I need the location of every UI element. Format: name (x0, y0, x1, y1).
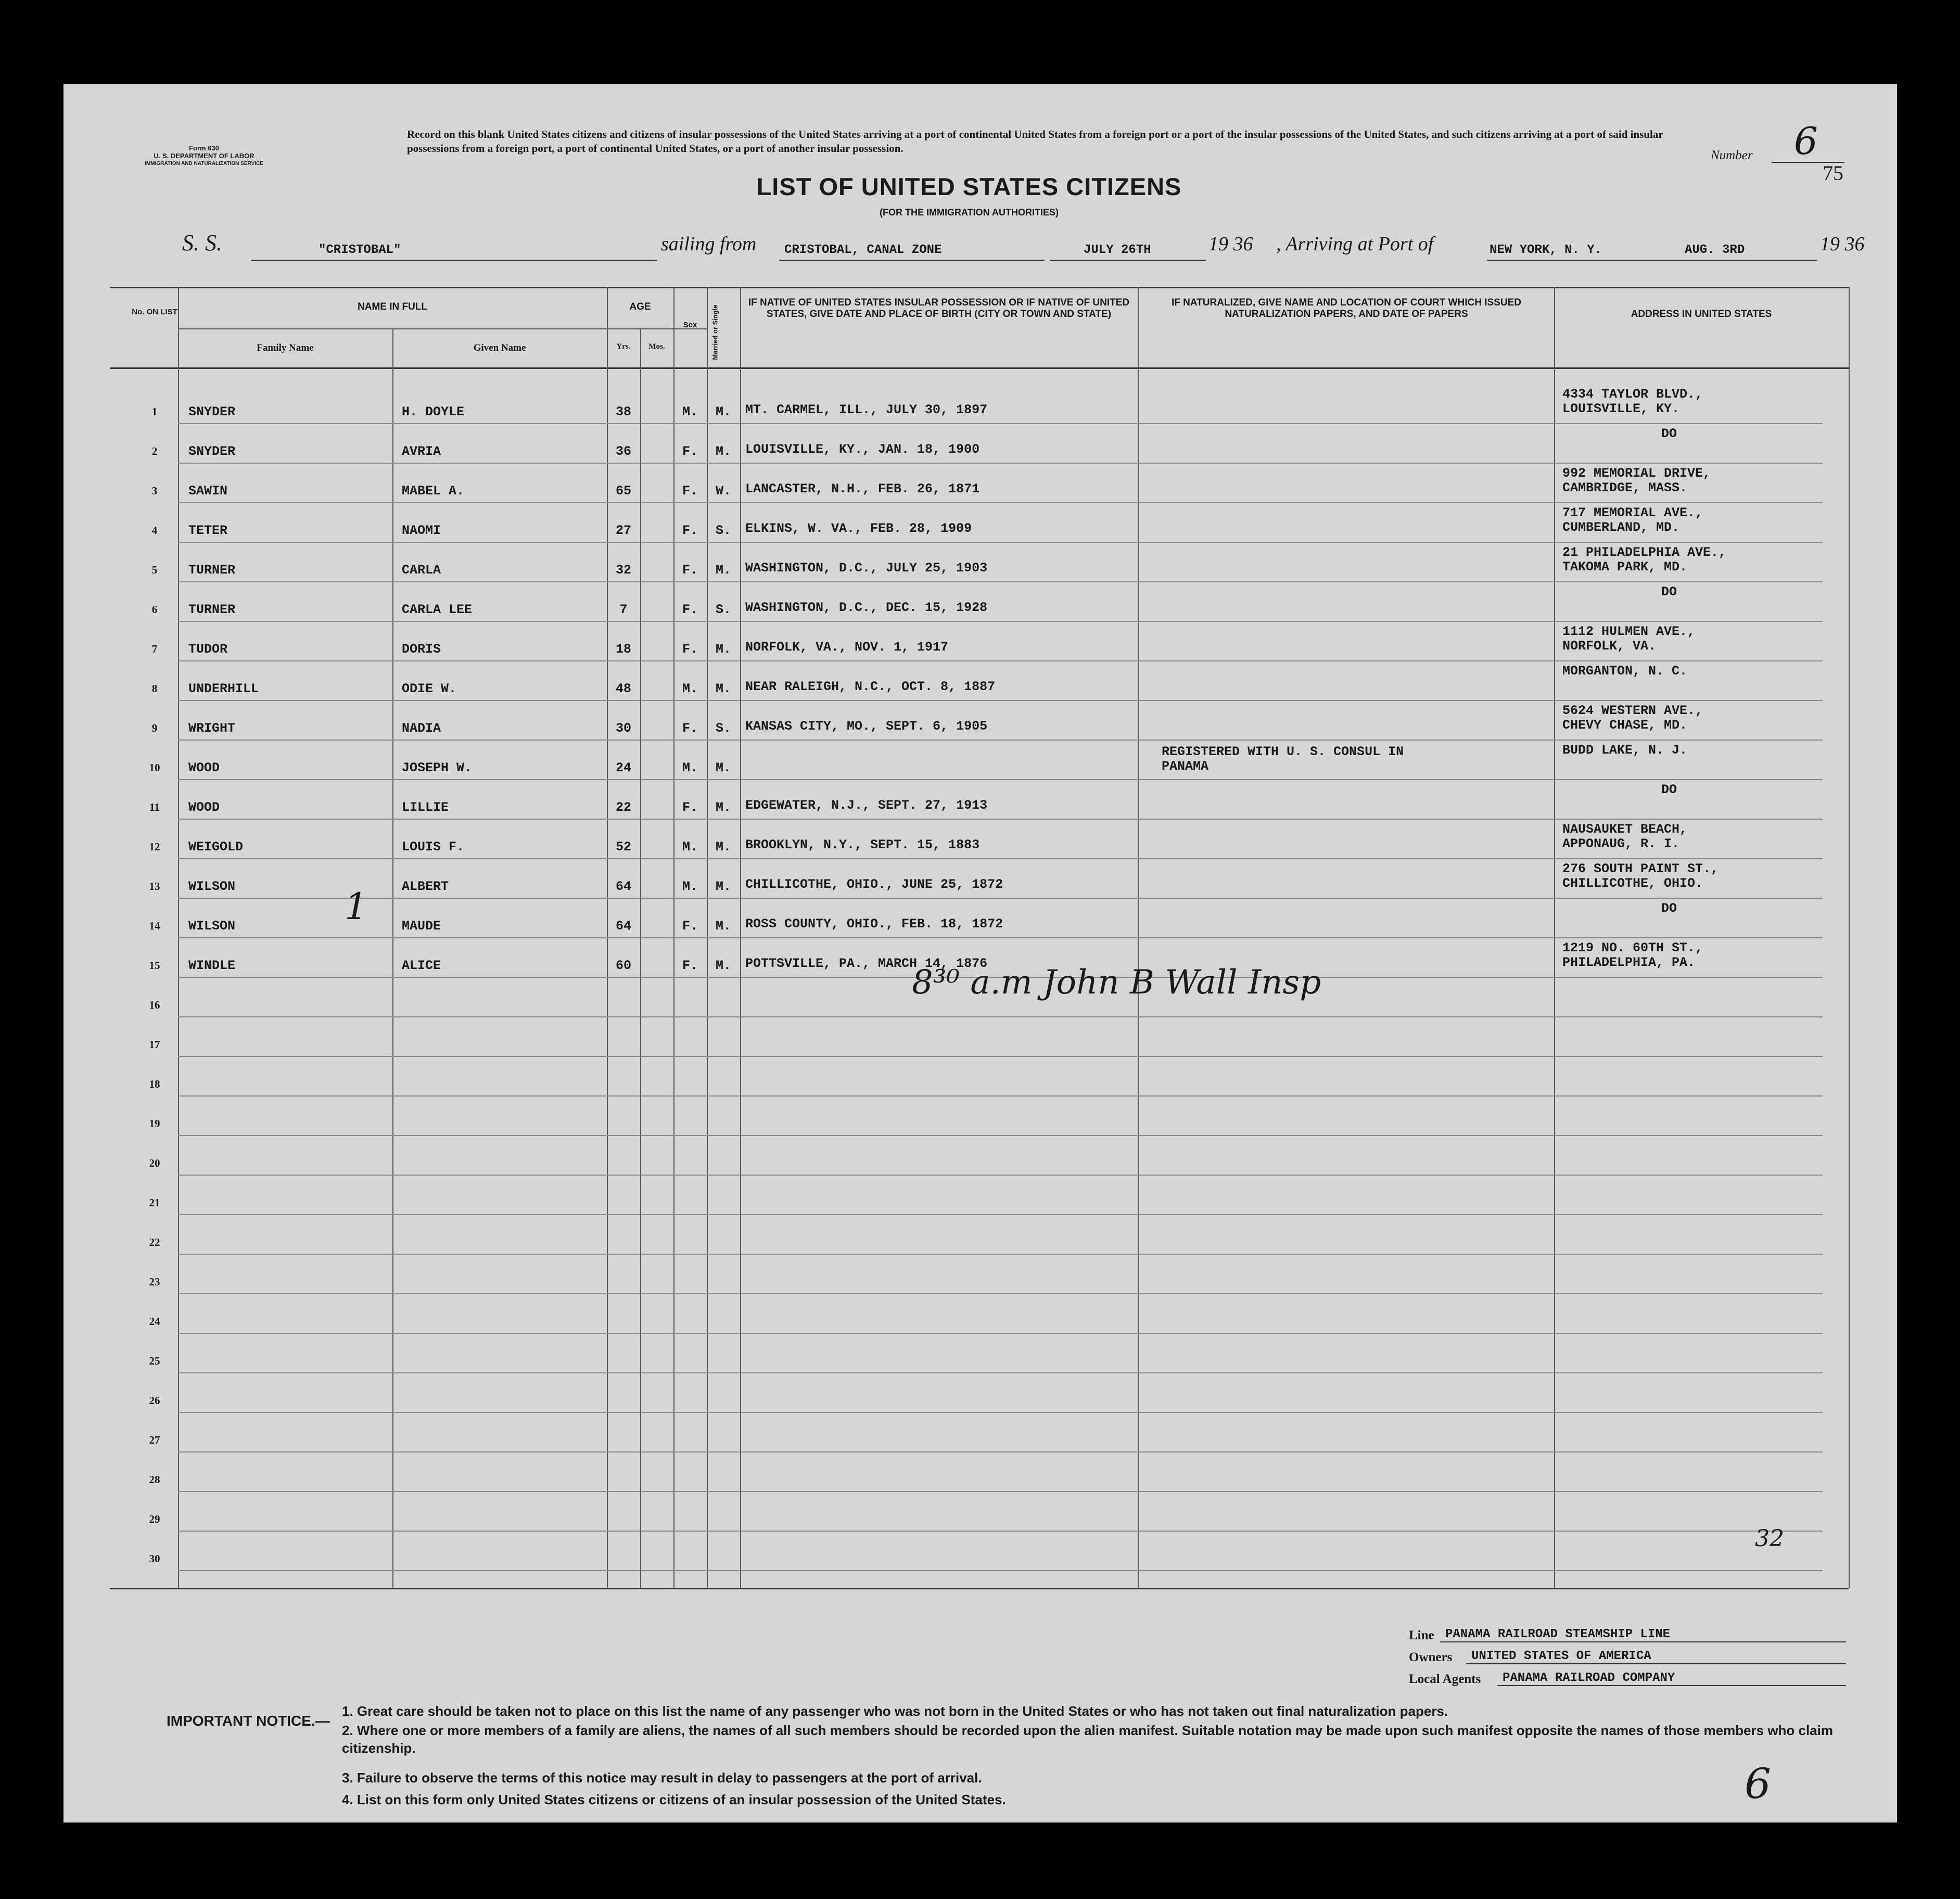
row-number: 3 (151, 485, 158, 497)
address-line-1: 4334 TAYLOR BLVD., (1562, 387, 1703, 402)
birth-place-date: NEAR RALEIGH, N.C., OCT. 8, 1887 (745, 679, 996, 694)
family-name: TUDOR (188, 642, 228, 657)
address-line-2: CAMBRIDGE, MASS. (1562, 480, 1688, 495)
handwritten-tick: 1 (345, 885, 368, 928)
address-line-2: CHILLICOTHE, OHIO. (1562, 876, 1703, 891)
row-divider (178, 1333, 1823, 1334)
birth-place-date: NORFOLK, VA., NOV. 1, 1917 (745, 640, 949, 655)
row-number: 11 (149, 801, 160, 813)
row-divider (178, 700, 1823, 701)
marital-status: S. (715, 721, 731, 736)
row-divider (178, 463, 1823, 464)
birth-place-date: ROSS COUNTY, OHIO., FEB. 18, 1872 (745, 916, 1003, 932)
row-divider (178, 1451, 1823, 1452)
marital-status: M. (715, 444, 731, 459)
page-subtitle: (FOR THE IMMIGRATION AUTHORITIES) (880, 207, 1059, 218)
notice-item-1: 1. Great care should be taken not to place on this list the name of any passenger who was not born in the United States or who has not taken out final naturalization papers. (342, 1703, 1448, 1719)
row-divider (178, 660, 1823, 661)
row-divider (178, 779, 1823, 780)
given-name: NAOMI (402, 523, 441, 538)
address-line-2: NORFOLK, VA. (1562, 639, 1657, 654)
agents-label: Local Agents (1409, 1672, 1481, 1686)
marital-status: M. (715, 958, 731, 973)
row-divider (178, 1570, 1823, 1571)
row-divider (178, 423, 1823, 424)
inspector-note: 8³⁰ a.m John B Wall Insp (912, 963, 1321, 1002)
marital-status: M. (715, 563, 731, 578)
row-divider (178, 819, 1823, 820)
age-years: 24 (615, 760, 631, 775)
header-naturalized: IF NATURALIZED, GIVE NAME AND LOCATION OF COURT WHICH ISSUED NATURALIZATION PAPERS, AND DATE OF PAPERS (1171, 297, 1521, 320)
port-to-line (1487, 260, 1817, 261)
address-line-1: BUDD LAKE, N. J. (1562, 743, 1688, 758)
arriving-label: , Arriving at Port of (1276, 233, 1434, 255)
row-number: 28 (149, 1473, 160, 1486)
age-years: 64 (615, 919, 631, 934)
sex: F. (682, 958, 698, 973)
agents-value: PANAMA RAILROAD COMPANY (1503, 1671, 1675, 1685)
row-divider (178, 1214, 1823, 1215)
address-line-1: 276 SOUTH PAINT ST., (1562, 861, 1719, 876)
header-birth: IF NATIVE OF UNITED STATES INSULAR POSSESSION OR IF NATIVE OF UNITED STATES, GIVE DATE AND PLACE OF BIRTH (CITY OR TOWN AND STATE) (748, 297, 1130, 320)
marital-status: S. (715, 523, 731, 538)
row-number: 2 (151, 445, 158, 457)
sex: M. (682, 760, 698, 775)
row-divider (178, 1293, 1823, 1294)
family-name: TETER (188, 523, 228, 538)
age-years: 32 (615, 563, 631, 578)
header-family-name: Family Name (257, 342, 314, 353)
marital-status: M. (715, 839, 731, 855)
row-number: 4 (151, 524, 158, 537)
address-line-1: DO (1661, 584, 1677, 600)
marital-status: M. (715, 800, 731, 815)
sex: M. (682, 839, 698, 855)
row-divider (178, 898, 1823, 899)
row-number: 15 (149, 959, 160, 972)
row-number: 8 (151, 682, 158, 695)
birth-place-date: MT. CARMEL, ILL., JULY 30, 1897 (745, 402, 988, 417)
row-number: 19 (149, 1117, 160, 1130)
table-top-border (110, 287, 1849, 288)
table-bottom-border (110, 1588, 1849, 1589)
row-number: 20 (149, 1157, 160, 1169)
page-title: LIST OF UNITED STATES CITIZENS (756, 173, 1182, 200)
header-marital: Married or Single (711, 304, 719, 360)
family-name: WINDLE (188, 958, 236, 973)
header-mos: Mos. (648, 342, 665, 351)
naturalization-info: REGISTERED WITH U. S. CONSUL IN PANAMA (1162, 744, 1404, 774)
marital-status: M. (715, 404, 731, 419)
sex: F. (682, 444, 698, 459)
birth-place-date: BROOKLYN, N.Y., SEPT. 15, 1883 (745, 837, 980, 852)
family-name: WOOD (188, 760, 220, 775)
ss-label: S. S. (182, 230, 222, 256)
row-divider (178, 1531, 1823, 1532)
age-years: 52 (615, 839, 631, 855)
row-number: 7 (151, 643, 158, 655)
row-divider (178, 581, 1823, 582)
age-years: 48 (615, 681, 631, 696)
address-line-1: 1219 NO. 60TH ST., (1562, 940, 1703, 955)
given-name: ALICE (402, 958, 441, 973)
header-sex: Sex (683, 321, 697, 329)
marital-status: M. (715, 879, 731, 894)
family-name: WOOD (188, 800, 220, 815)
address-line-1: DO (1661, 901, 1677, 916)
row-divider (178, 740, 1823, 741)
given-name: NADIA (402, 721, 441, 736)
given-name: ODIE W. (402, 681, 457, 696)
notice-item-2: 2. Where one or more members of a family are aliens, the names of all such members should be recorded upon the alien manifest. Suitable notation may be made upon such manifest opposite the names of those members who claim citizenship. (342, 1723, 1834, 1756)
row-divider (178, 1056, 1823, 1057)
date-to: AUG. 3RD (1685, 243, 1745, 257)
col-divider (640, 328, 641, 1588)
family-name: SAWIN (188, 483, 228, 499)
row-number: 16 (149, 999, 160, 1011)
date-from-line (1050, 260, 1206, 261)
ship-name: "CRISTOBAL" (319, 243, 401, 257)
owners-label: Owners (1409, 1650, 1453, 1664)
address-line-1: DO (1661, 782, 1677, 797)
address-line-2: CHEVY CHASE, MD. (1562, 718, 1688, 733)
family-name: WEIGOLD (188, 839, 244, 855)
age-years: 27 (615, 523, 631, 538)
row-number: 10 (149, 761, 160, 774)
page-stamp: 75 (1823, 161, 1843, 185)
address-line-2: PHILADELPHIA, PA. (1562, 955, 1696, 970)
manifest-sheet (63, 84, 1897, 1822)
owners-value: UNITED STATES OF AMERICA (1471, 1649, 1651, 1663)
number-label: Number (1711, 148, 1753, 162)
marital-status: S. (715, 602, 731, 617)
row-number: 13 (149, 880, 160, 893)
row-number: 29 (149, 1513, 160, 1525)
family-name: TURNER (188, 563, 236, 578)
sex: F. (682, 523, 698, 538)
bottom-handwritten-number: 6 (1745, 1760, 1771, 1808)
row-divider (178, 1254, 1823, 1255)
address-line-2: TAKOMA PARK, MD. (1562, 559, 1688, 575)
row-number: 17 (149, 1038, 160, 1051)
row-divider (178, 1372, 1823, 1373)
birth-place-date: LOUISVILLE, KY., JAN. 18, 1900 (745, 442, 980, 457)
age-years: 7 (619, 602, 628, 617)
given-name: DORIS (402, 642, 441, 657)
sex: F. (682, 721, 698, 736)
header-name-in-full: NAME IN FULL (357, 301, 428, 312)
row-number: 12 (149, 840, 160, 853)
age-years: 65 (615, 483, 631, 499)
subheader-divider (178, 328, 707, 329)
given-name: MABEL A. (402, 483, 465, 499)
sex: F. (682, 483, 698, 499)
age-years: 36 (615, 444, 631, 459)
address-line-1: 21 PHILADELPHIA AVE., (1562, 545, 1727, 560)
address-line-1: 992 MEMORIAL DRIVE, (1562, 466, 1711, 481)
col-divider (1849, 287, 1850, 1588)
given-name: LILLIE (402, 800, 449, 815)
birth-place-date: CHILLICOTHE, OHIO., JUNE 25, 1872 (745, 877, 1003, 892)
row-number: 6 (151, 603, 158, 616)
form-identification (100, 144, 308, 168)
owners-underline (1466, 1663, 1846, 1664)
col-divider (392, 328, 393, 1588)
port-from-line (779, 260, 1045, 261)
sex: M. (682, 404, 698, 419)
row-number: 27 (149, 1434, 160, 1446)
sex: F. (682, 602, 698, 617)
row-number: 18 (149, 1078, 160, 1090)
row-divider (178, 621, 1823, 622)
sex: F. (682, 919, 698, 934)
date-from: JULY 26TH (1084, 243, 1151, 257)
family-name: UNDERHILL (188, 681, 259, 696)
birth-place-date: LANCASTER, N.H., FEB. 26, 1871 (745, 481, 980, 496)
row-number: 30 (149, 1552, 160, 1565)
family-name: WRIGHT (188, 721, 236, 736)
address-line-1: 1112 HULMEN AVE., (1562, 624, 1696, 639)
family-name: TURNER (188, 602, 236, 617)
ship-line (251, 260, 657, 261)
given-name: AVRIA (402, 444, 441, 459)
row-divider (178, 1016, 1823, 1017)
list-number: 6 (1794, 119, 1818, 163)
header-age: AGE (629, 301, 651, 312)
birth-place-date: ELKINS, W. VA., FEB. 28, 1909 (745, 521, 972, 536)
sex: M. (682, 879, 698, 894)
given-name: ALBERT (402, 879, 449, 894)
row-number: 1 (151, 405, 158, 418)
row-divider (178, 1095, 1823, 1097)
marital-status: W. (715, 483, 731, 499)
line-label: Line (1409, 1628, 1434, 1642)
year-to: 19 36 (1820, 233, 1865, 255)
family-name: WILSON (188, 879, 236, 894)
age-years: 60 (615, 958, 631, 973)
family-name: SNYDER (188, 444, 236, 459)
address-line-1: 5624 WESTERN AVE., (1562, 703, 1703, 718)
row-number: 22 (149, 1236, 160, 1248)
address-line-1: DO (1661, 426, 1677, 441)
year-from: 19 36 (1208, 233, 1253, 255)
agents-underline (1497, 1685, 1846, 1686)
form-number: Form 630 (189, 144, 219, 152)
intro-text: Record on this blank United States citizens and citizens of insular possessions of the United States arriving at a port of continental United States from a foreign port or a port of the insular possessions of the United States, and such citizens arriving at a port of said insular possessions from a foreign port, a port of continental United States, or a port of another insular possession. (407, 128, 1663, 155)
sex: F. (682, 563, 698, 578)
address-line-2: CUMBERLAND, MD. (1562, 520, 1680, 535)
header-address: ADDRESS IN UNITED STATES (1631, 309, 1772, 320)
given-name: H. DOYLE (402, 404, 465, 419)
age-years: 22 (615, 800, 631, 815)
marital-status: M. (715, 760, 731, 775)
row-number: 26 (149, 1394, 160, 1407)
age-years: 38 (615, 404, 631, 419)
row-divider (178, 1491, 1823, 1492)
row-number: 21 (149, 1196, 160, 1209)
row-number: 14 (149, 920, 160, 932)
birth-place-date: KANSAS CITY, MO., SEPT. 6, 1905 (745, 719, 988, 734)
family-name: WILSON (188, 919, 236, 934)
sex: F. (682, 642, 698, 657)
row-number: 25 (149, 1355, 160, 1367)
page-count-note: 32 (1755, 1525, 1784, 1552)
given-name: CARLA (402, 563, 441, 578)
given-name: LOUIS F. (402, 839, 465, 855)
port-to: NEW YORK, N. Y. (1490, 243, 1602, 257)
address-line-2: LOUISVILLE, KY. (1562, 401, 1680, 416)
row-divider (178, 1135, 1823, 1136)
row-number: 5 (151, 564, 158, 576)
line-value: PANAMA RAILROAD STEAMSHIP LINE (1445, 1627, 1671, 1641)
row-number: 24 (149, 1315, 160, 1328)
port-from: CRISTOBAL, CANAL ZONE (784, 243, 942, 257)
header-no: No. ON LIST (132, 308, 177, 316)
age-years: 30 (615, 721, 631, 736)
notice-item-4: 4. List on this form only United States citizens or citizens of an insular possession of the United States. (342, 1792, 1006, 1807)
header-yrs: Yrs. (616, 342, 631, 351)
family-name: SNYDER (188, 404, 236, 419)
address-line-1: 717 MEMORIAL AVE., (1562, 505, 1703, 520)
row-divider (178, 1412, 1823, 1413)
age-years: 18 (615, 642, 631, 657)
row-divider (178, 502, 1823, 503)
given-name: MAUDE (402, 919, 441, 934)
birth-place-date: WASHINGTON, D.C., DEC. 15, 1928 (745, 600, 988, 615)
service-name: IMMIGRATION AND NATURALIZATION SERVICE (145, 161, 263, 167)
row-divider (178, 858, 1823, 859)
sex: M. (682, 681, 698, 696)
address-line-1: NAUSAUKET BEACH, (1562, 822, 1688, 837)
given-name: CARLA LEE (402, 602, 473, 617)
age-years: 64 (615, 879, 631, 894)
line-underline (1440, 1641, 1846, 1642)
row-number: 23 (149, 1276, 160, 1288)
given-name: JOSEPH W. (402, 760, 473, 775)
sailing-label: sailing from (661, 233, 757, 255)
notice-item-3: 3. Failure to observe the terms of this notice may result in delay to passengers at the port of arrival. (342, 1770, 982, 1786)
birth-place-date: WASHINGTON, D.C., JULY 25, 1903 (745, 560, 988, 576)
row-number: 9 (151, 722, 158, 734)
marital-status: M. (715, 919, 731, 934)
notice-heading: IMPORTANT NOTICE.— (167, 1713, 330, 1729)
birth-place-date: POTTSVILLE, PA., MARCH 14, 1876 (745, 956, 988, 971)
header-given-name: Given Name (473, 342, 526, 353)
address-line-2: APPONAUG, R. I. (1562, 836, 1680, 851)
row-divider (178, 1175, 1823, 1176)
department-name: U. S. DEPARTMENT OF LABOR (154, 152, 254, 160)
marital-status: M. (715, 681, 731, 696)
sex: F. (682, 800, 698, 815)
row-divider (178, 542, 1823, 543)
address-line-1: MORGANTON, N. C. (1562, 664, 1688, 679)
marital-status: M. (715, 642, 731, 657)
birth-place-date: EDGEWATER, N.J., SEPT. 27, 1913 (745, 798, 988, 813)
table-header-border (110, 367, 1849, 369)
row-divider (178, 937, 1823, 938)
